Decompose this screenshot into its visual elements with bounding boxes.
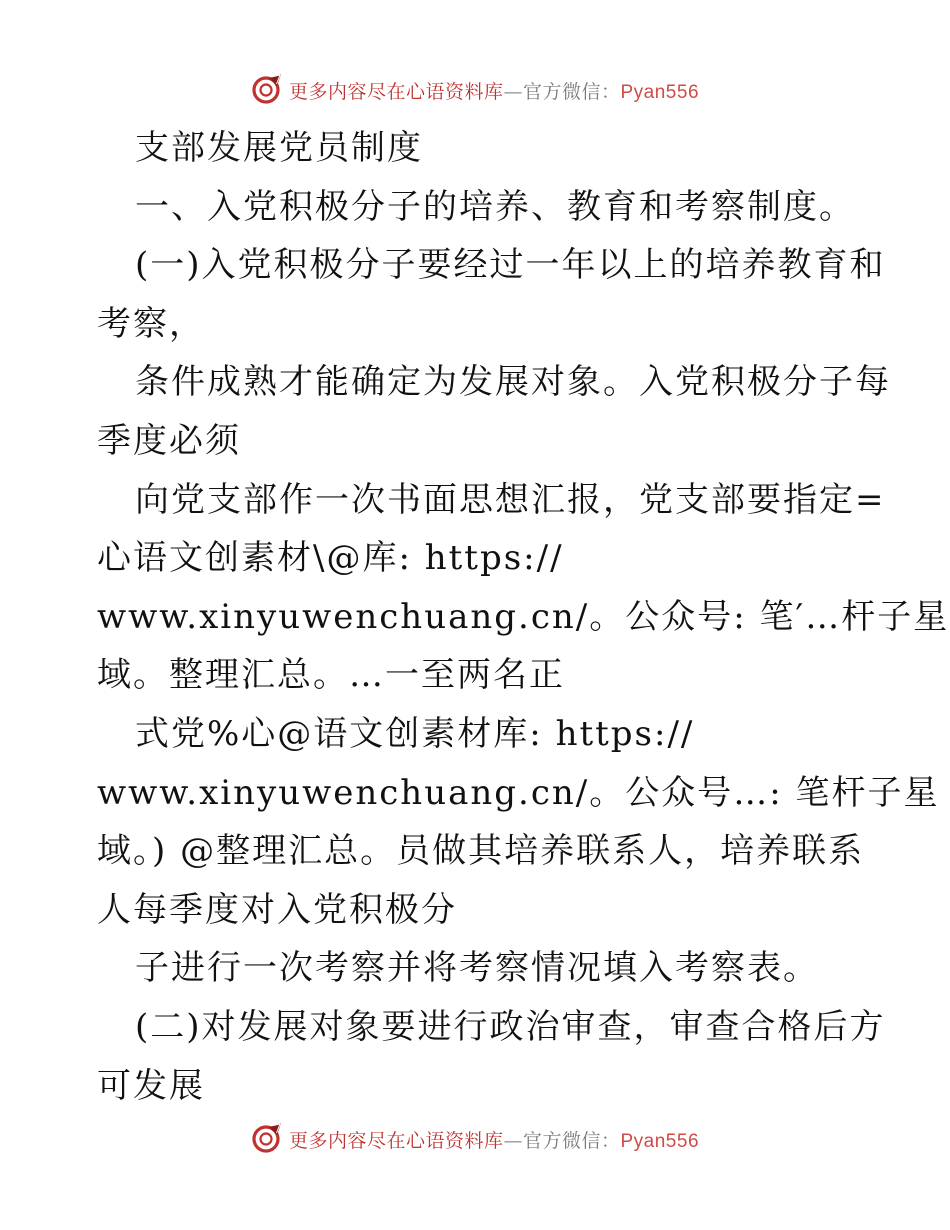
paragraph-line: 人每季度对入党积极分 [97,889,457,930]
paragraph-line: 条件成熟才能确定为发展对象。入党积极分子每 [135,362,891,403]
footer-banner-main-text: 更多内容尽在心语资料库 [288,1129,504,1152]
paragraph-line: 子进行一次考察并将考察情况填入考察表。 [135,948,819,989]
paragraph-line: 域。整理汇总。…一至两名正 [97,655,565,696]
pen-logo-icon [251,1123,283,1155]
paragraph-line: 可发展 [97,1065,205,1106]
document-title: 支部发展党员制度 [135,128,423,168]
paragraph-line: 季度必须 [97,420,241,461]
header-banner-main-text: 更多内容尽在心语资料库 [288,80,504,103]
footer-banner-content [251,1123,699,1155]
header-wechat-label: 官方微信： [522,80,621,103]
paragraph-line: 心语文创素材\@库: https:// [97,538,564,579]
paragraph-line: 向党支部作一次书面思想汇报，党支部要指定= [135,479,886,520]
footer-wechat-label: 官方微信： [522,1129,621,1152]
section-heading: 一、入党积极分子的培养、教育和考察制度。 [135,186,855,227]
footer-banner [0,1119,950,1159]
header-banner [0,70,950,110]
paragraph-line: 式党%心@语文创素材库: https:// [135,713,695,754]
pen-logo-icon [251,74,283,106]
paragraph-line: 考察， [97,303,205,344]
footer-wechat-id: Pyan556 [620,1130,700,1152]
header-banner-content [251,74,699,106]
paragraph-line: www.xinyuwenchuang.cn/。公众号…: 笔杆子星 [97,772,940,813]
document-body [97,119,950,1115]
paragraph-line: 域。) @整理汇总。员做其培养联系人，培养联系 [97,831,865,872]
paragraph-line: (一)入党积极分子要经过一年以上的培养教育和 [135,245,886,286]
footer-banner-separator: — [503,1129,523,1152]
header-banner-text [289,77,699,104]
header-wechat-id: Pyan556 [620,81,700,103]
paragraph-line: www.xinyuwenchuang.cn/。公众号: 笔′…杆子星 [97,596,950,637]
footer-banner-text [289,1126,699,1153]
header-banner-separator: — [503,80,523,103]
paragraph-line: (二)对发展对象要进行政治审查，审查合格后方 [135,1006,886,1047]
